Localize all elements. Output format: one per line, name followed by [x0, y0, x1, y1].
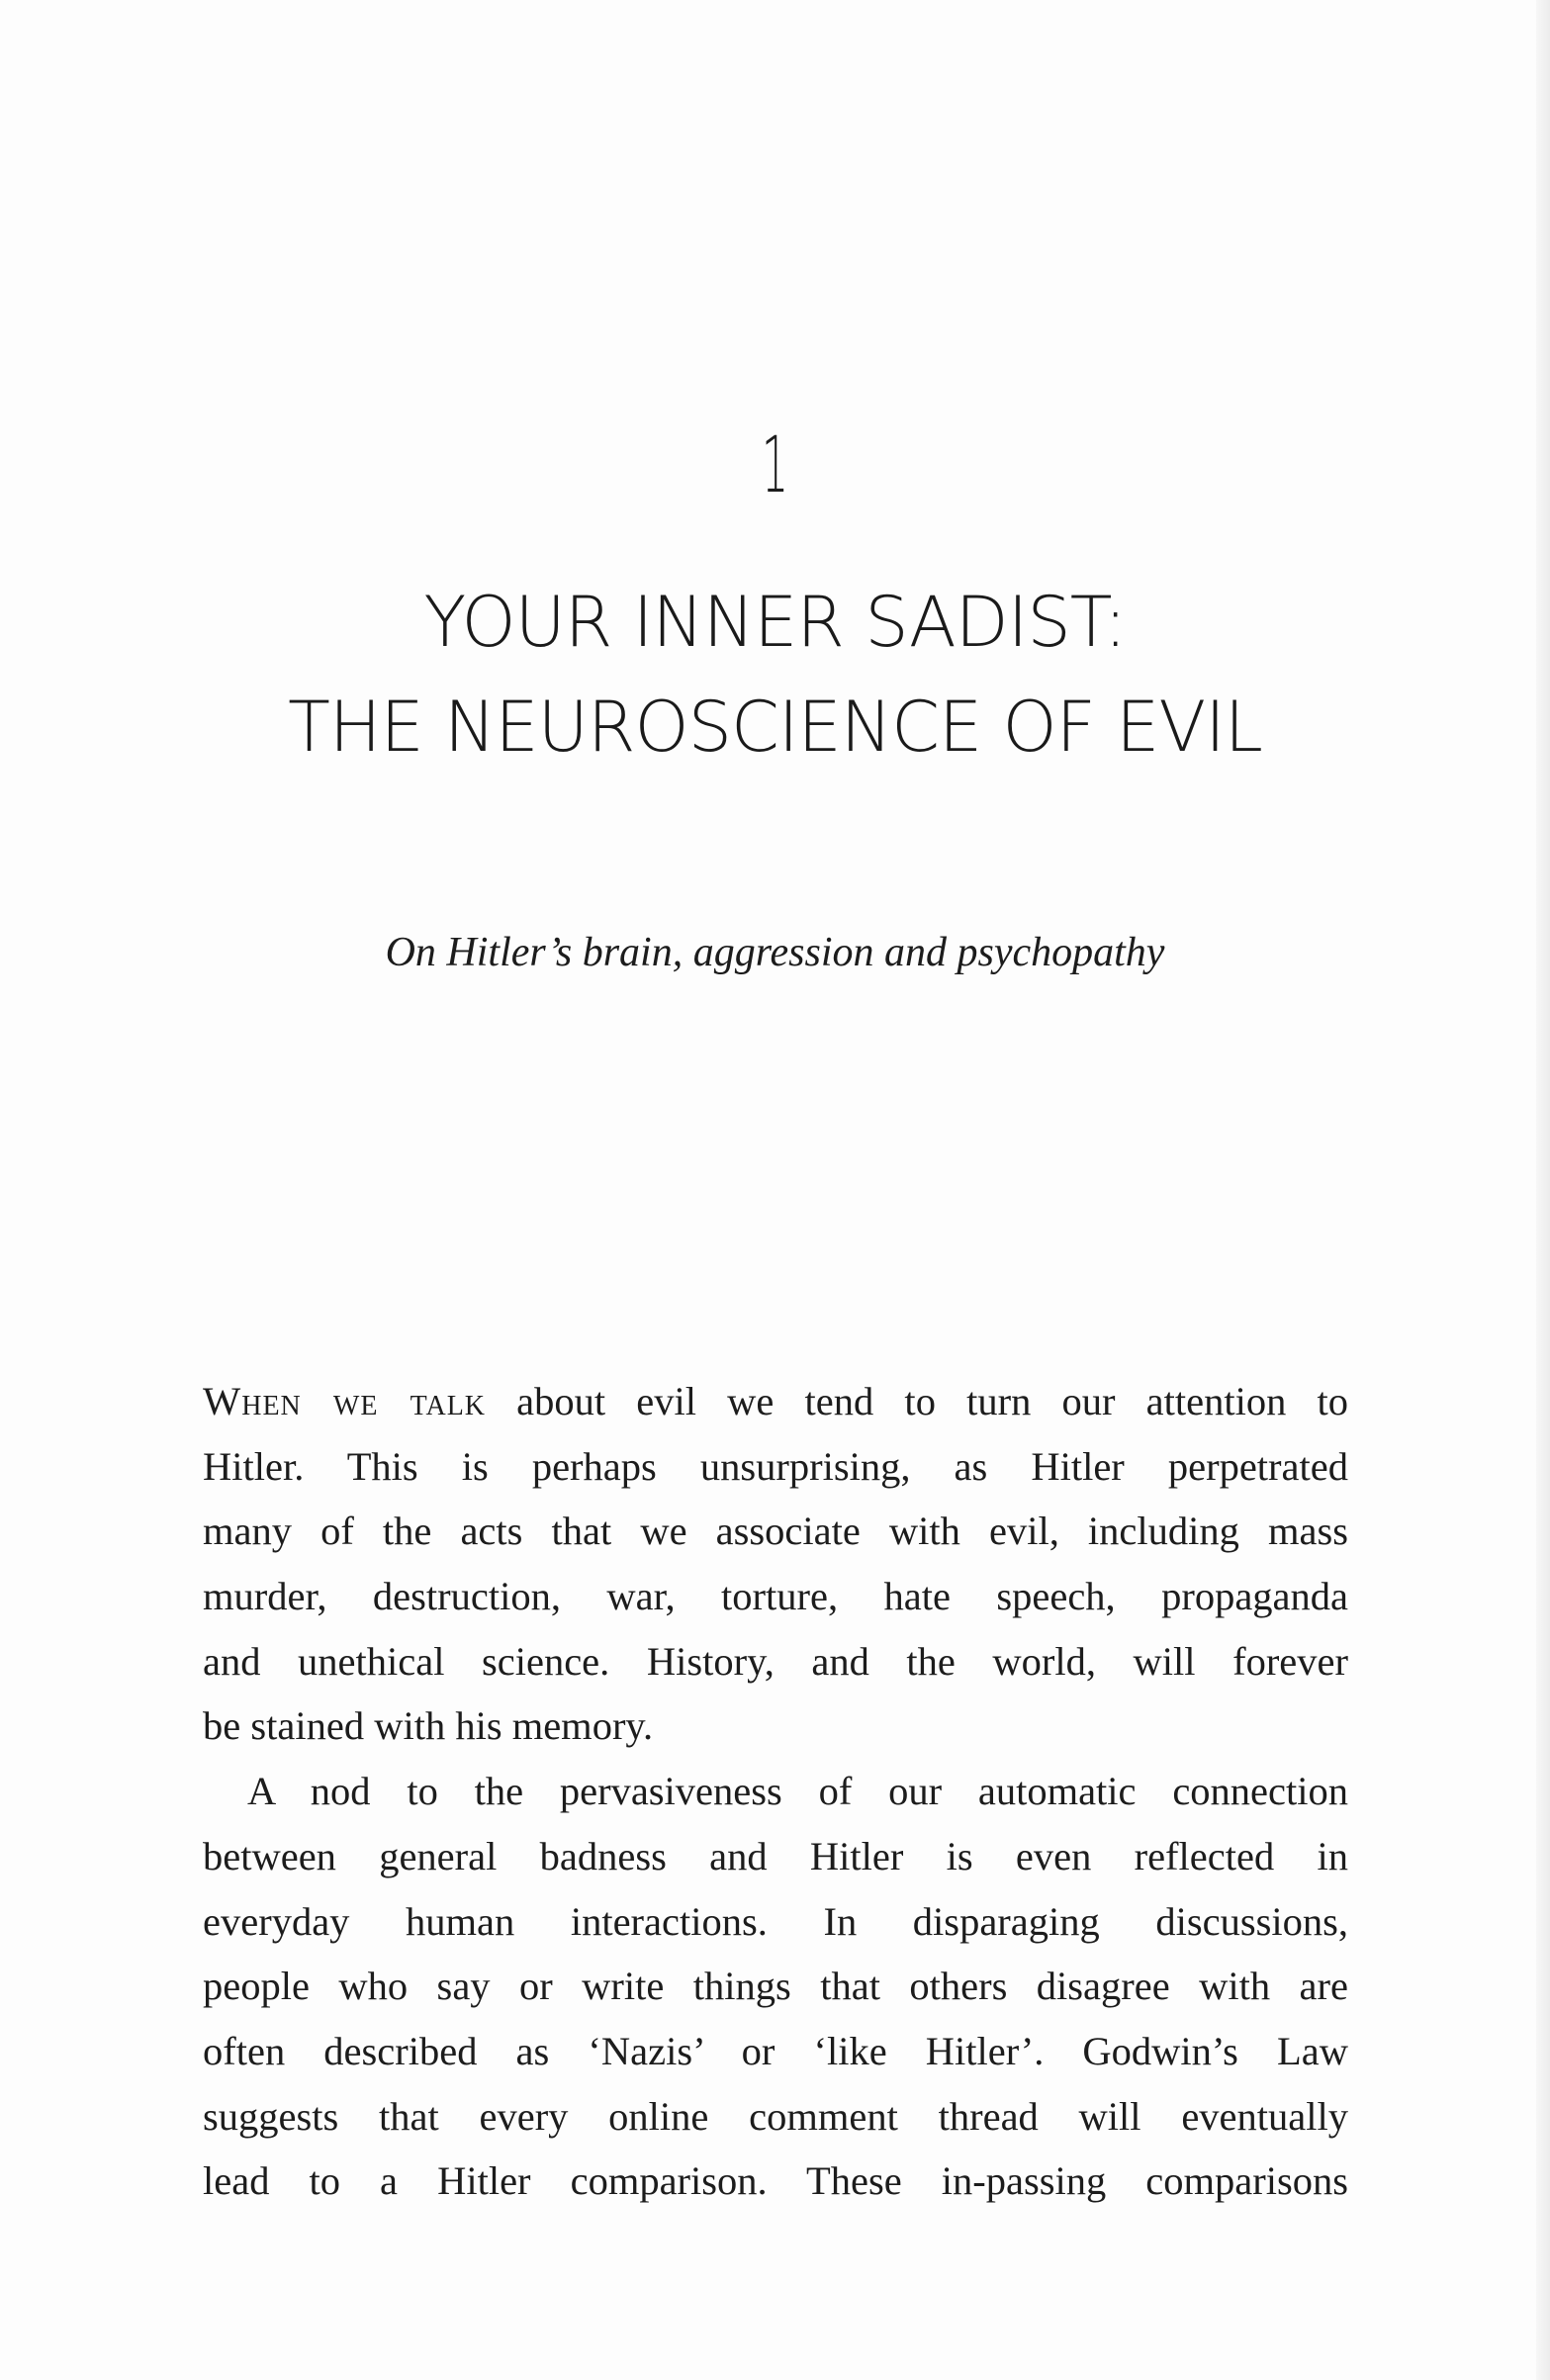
text-line: and unethical science. History, and the world, will forever: [203, 1638, 1348, 1684]
text-line: suggests that every online comment thread will eventually: [203, 2093, 1348, 2139]
paragraph-2: [203, 1759, 1348, 2214]
lead-in-small-caps: When we talk: [203, 1379, 487, 1423]
chapter-subtitle: On Hitler’s brain, aggression and psychopathy: [385, 930, 1165, 975]
body-text: [203, 1369, 1348, 2214]
text-line: everyday human interactions. In disparaging discussions,: [203, 1898, 1348, 1944]
chapter-title-line-2: THE NEUROSCIENCE OF EVIL: [288, 687, 1262, 768]
text-line: between general badness and Hitler is even reflected in: [203, 1833, 1348, 1878]
page-edge: [1536, 0, 1550, 2380]
text-line: lead to a Hitler comparison. These in-passing comparisons: [203, 2158, 1348, 2204]
text-line-rest: about evil we tend to turn our attention to: [486, 1379, 1348, 1423]
text-line: people who say or write things that others disagree with are: [203, 1964, 1348, 2009]
text-line: be stained with his memory.: [203, 1703, 654, 1749]
text-line: murder, destruction, war, torture, hate speech, propaganda: [203, 1574, 1348, 1619]
chapter-title-line-1: YOUR INNER SADIST:: [423, 582, 1127, 663]
chapter-number: 1: [761, 421, 789, 510]
text-line: [203, 1369, 1348, 1434]
text-line: often described as ‘Nazis’ or ‘like Hitler’. Godwin’s Law: [203, 2028, 1348, 2073]
text-line: Hitler. This is perhaps unsurprising, as Hitler perpetrated: [203, 1443, 1348, 1489]
text-line: many of the acts that we associate with evil, including mass: [203, 1509, 1348, 1554]
text-line: A nod to the pervasiveness of our automatic connection: [247, 1769, 1348, 1814]
paragraph-1: [203, 1369, 1348, 1759]
